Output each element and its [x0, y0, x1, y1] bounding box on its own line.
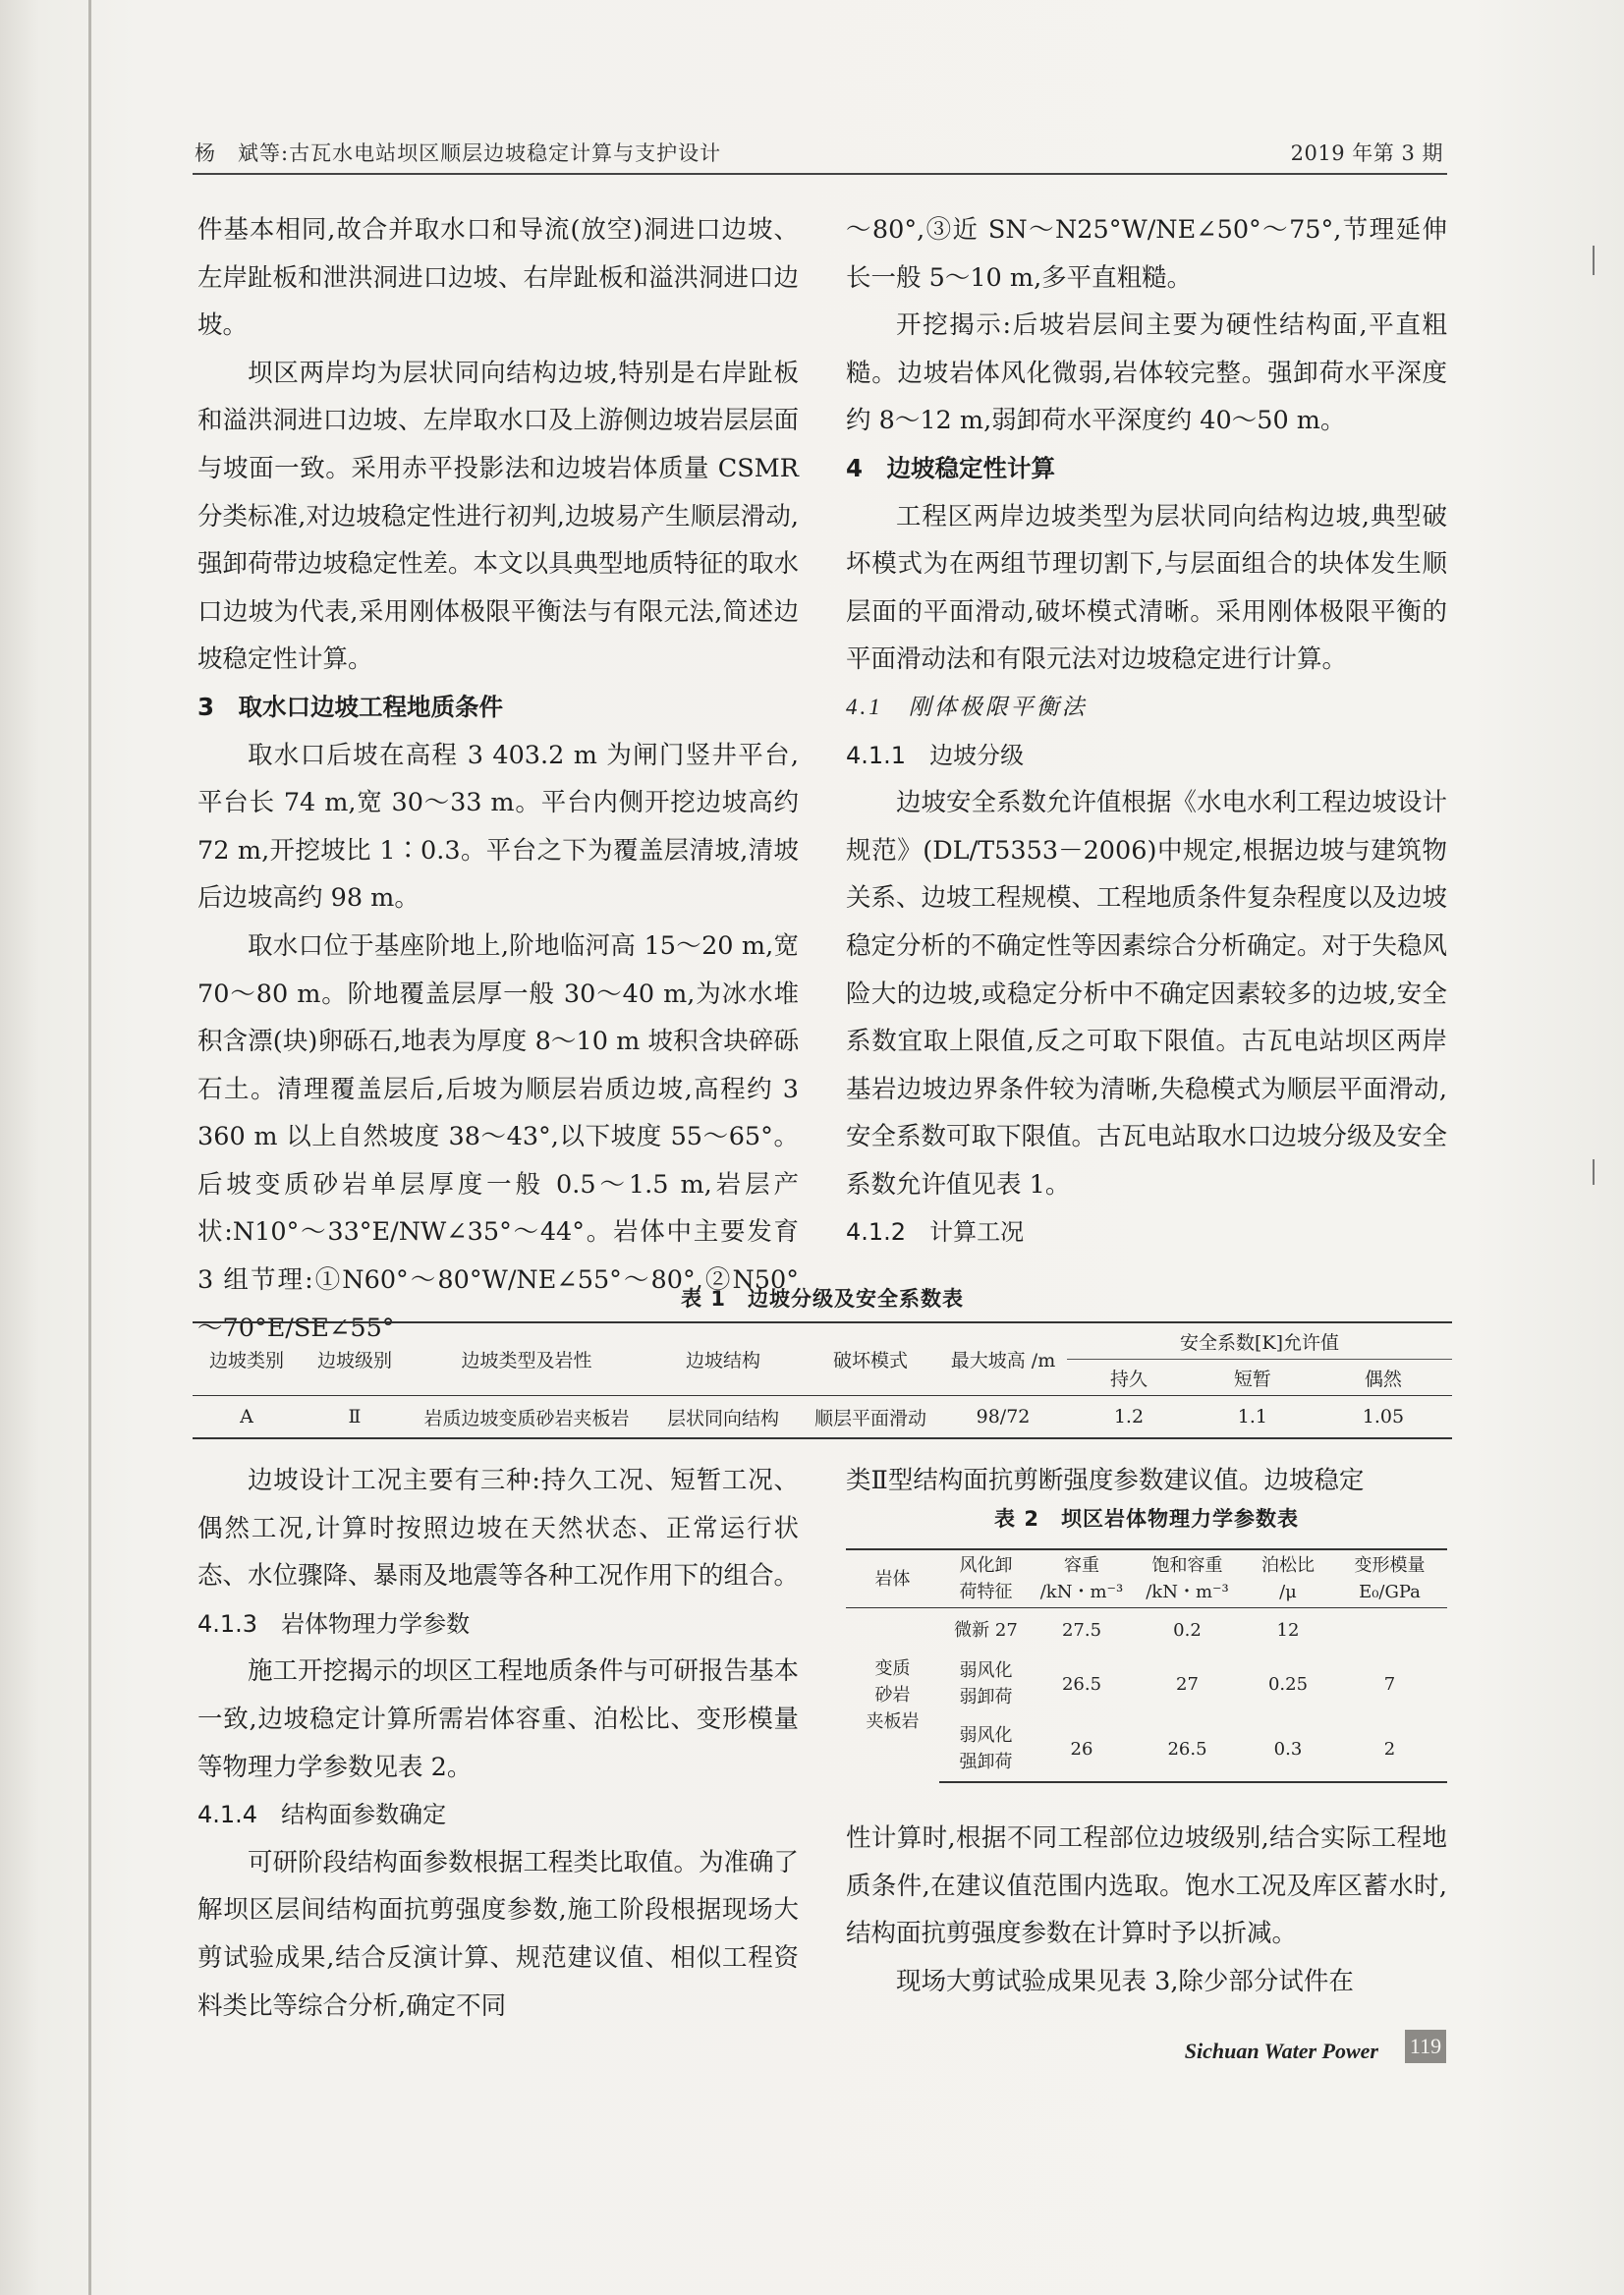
table-cell: 26.5	[1131, 1716, 1244, 1782]
table-header-cell: 短暂	[1191, 1360, 1315, 1396]
header-line: /μ	[1279, 1582, 1297, 1602]
table-header-cell: 最大坡高 /m	[939, 1322, 1067, 1396]
header-line: /kN・m⁻³	[1146, 1582, 1229, 1602]
journal-name: Sichuan Water Power	[1184, 2039, 1378, 2063]
bottom-right-column	[846, 1815, 1447, 2005]
table-header-cell: 边坡级别	[301, 1322, 409, 1396]
paragraph: 性计算时,根据不同工程部位边坡级别,结合实际工程地质条件,在建议值范围内选取。饱水工况及库区蓄水时,结构面抗剪强度参数在计算时予以折减。	[846, 1823, 1447, 1949]
table-header-cell	[1131, 1549, 1244, 1608]
scan-mark	[1593, 1159, 1595, 1185]
cell-line: 强卸荷	[959, 1752, 1013, 1772]
header-line: 变形模量	[1354, 1555, 1426, 1576]
table-cell: 98/72	[939, 1396, 1067, 1439]
paragraph: 取水口位于基座阶地上,阶地临河高 15～20 m,宽 70～80 m。阶地覆盖层厚一般 30～40 m,为冰水堆积含漂(块)卵砾石,地表为厚度 8～10 m 坡积含块碎砾石土。清理覆盖层后,后坡为顺层岩质边坡,高程约 3 360 m 以上自然坡度 38～43°,以下坡度 55～65°。后坡变质砂岩单层厚度一般 0.5～1.5 m,岩层产状:N10°～33°E/NW∠35°～44°。岩体中主要发育 3 组节理:①N60°～80°W/NE∠55°～80°,②N50°～70°E/SE∠55°	[197, 930, 799, 1343]
table-header-cell: 破坏模式	[802, 1322, 939, 1396]
section-heading: 3 取水口边坡工程地质条件	[197, 692, 504, 721]
table-cell: 层状同向结构	[644, 1396, 802, 1439]
table-header-cell: 边坡类别	[193, 1322, 301, 1396]
table-cell: 7	[1383, 1673, 1396, 1695]
table-cell	[1332, 1608, 1447, 1652]
table-cell	[939, 1651, 1033, 1716]
section-heading: 4 边坡稳定性计算	[846, 453, 1056, 482]
right-column	[846, 206, 1447, 1257]
table-cell: 顺层平面滑动	[802, 1396, 939, 1439]
cell-line: 弱风化	[959, 1660, 1013, 1681]
bottom-right-column-top	[846, 1457, 1447, 1505]
header-line: 容重	[1064, 1555, 1099, 1576]
rock-line: 砂岩	[874, 1685, 911, 1706]
page-number: 119	[1405, 2030, 1446, 2063]
paragraph: 可研阶段结构面参数根据工程类比取值。为准确了解坝区层间结构面抗剪强度参数,施工阶段根据现场大剪试验成果,结合反演计算、规范建议值、相似工程资料类比等综合分析,确定不同	[197, 1847, 800, 2021]
table-cell: 27.5	[1061, 1619, 1102, 1641]
table-cell: 12	[1276, 1619, 1300, 1641]
table-cell: 0.2	[1173, 1619, 1202, 1641]
running-head-title: 杨 斌等:古瓦水电站坝区顺层边坡稳定计算与支护设计	[195, 141, 722, 165]
paragraph: 取水口后坡在高程 3 403.2 m 为闸门竖井平台,平台长 74 m,宽 30～33 m。平台内侧开挖边坡高约 72 m,开挖坡比 1∶0.3。平台之下为覆盖层清坡,清坡后边坡高约 98 m。	[197, 740, 799, 914]
table-header-cell	[939, 1549, 1033, 1608]
left-column	[197, 206, 799, 1352]
header-line: 风化卸	[959, 1555, 1013, 1576]
table-cell: 2	[1332, 1716, 1447, 1782]
cell-line: 弱卸荷	[959, 1687, 1013, 1707]
rock-line: 夹板岩	[866, 1711, 920, 1732]
table-cell: 0.3	[1244, 1716, 1332, 1782]
table-cell: 27	[1176, 1673, 1199, 1695]
table-header-cell	[1033, 1549, 1131, 1608]
paragraph: 边坡设计工况主要有三种:持久工况、短暂工况、偶然工况,计算时按照边坡在天然状态、正常运行状态、水位骤降、暴雨及地震等各种工况作用下的组合。	[197, 1466, 800, 1592]
table-header-cell	[1332, 1549, 1447, 1608]
table-cell	[939, 1716, 1033, 1782]
table-header-cell: 偶然	[1315, 1360, 1452, 1396]
scan-edge	[88, 0, 91, 2295]
header-line: 饱和容重	[1151, 1555, 1223, 1576]
table-cell: 1.2	[1067, 1396, 1191, 1439]
paragraph: ～80°,③近 SN～N25°W/NE∠50°～75°,节理延伸长一般 5～10 m,多平直粗糙。	[846, 215, 1447, 293]
table-header-cell: 岩体	[846, 1549, 939, 1608]
paragraph: 类Ⅱ型结构面抗剪断强度参数建议值。边坡稳定	[846, 1466, 1365, 1495]
paragraph: 现场大剪试验成果见表 3,除少部分试件在	[896, 1966, 1354, 1996]
table-cell: 26.5	[1061, 1673, 1102, 1695]
paragraph: 边坡安全系数允许值根据《水电水利工程边坡设计规范》(DL/T5353－2006)中规定,根据边坡与建筑物关系、边坡工程规模、工程地质条件复杂程度以及边坡稳定分析的不确定性等因素综合分析确定。对于失稳风险大的边坡,或稳定分析中不确定因素较多的边坡,安全系数宜取上限值,反之可取下限值。古瓦电站坝区两岸基岩边坡边界条件较为清晰,失稳模式为顺层平面滑动,安全系数可取下限值。古瓦电站取水口边坡分级及安全系数允许值见表 1。	[846, 788, 1448, 1200]
table-header-cell: 安全系数[K]允许值	[1067, 1322, 1452, 1360]
rock-type-cell	[846, 1608, 939, 1783]
subsubsection-heading: 4.1.3 岩体物理力学参数	[197, 1609, 471, 1638]
paragraph: 工程区两岸边坡类型为层状同向结构边坡,典型破坏模式为在两组节理切割下,与层面组合的块体发生顺层面的平面滑动,破坏模式清晰。采用刚体极限平衡的平面滑动法和有限元法对边坡稳定进行计算。	[846, 501, 1447, 675]
paragraph: 施工开挖揭示的坝区工程地质条件与可研报告基本一致,边坡稳定计算所需岩体容重、泊松比、变形模量等物理力学参数见表 2。	[197, 1656, 800, 1782]
rock-line: 变质	[874, 1658, 911, 1679]
table-cell: Ⅱ	[301, 1396, 409, 1439]
table-cell: 0.25	[1267, 1673, 1309, 1695]
header-rule	[193, 173, 1447, 175]
header-line: 泊松比	[1261, 1555, 1315, 1576]
table-cell: 26	[1033, 1716, 1131, 1782]
paragraph: 坝区两岸均为层状同向结构边坡,特别是右岸趾板和溢洪洞进口边坡、左岸取水口及上游侧边坡岩层层面与坡面一致。采用赤平投影法和边坡岩体质量 CSMR 分类标准,对边坡稳定性进行初判,边坡易产生顺层滑动,强卸荷带边坡稳定性差。本文以具典型地质特征的取水口边坡为代表,采用刚体极限平衡法与有限元法,简述边坡稳定性计算。	[197, 358, 800, 675]
table-cell: A	[193, 1396, 301, 1439]
table2	[846, 1548, 1447, 1783]
header-line: /kN・m⁻³	[1039, 1582, 1124, 1602]
subsubsection-heading: 4.1.4 结构面参数确定	[197, 1801, 447, 1829]
header-line: E₀/GPa	[1359, 1582, 1421, 1602]
table-cell: 1.1	[1191, 1396, 1315, 1439]
table1-caption: 表 1 边坡分级及安全系数表	[681, 1287, 964, 1311]
paragraph: 件基本相同,故合并取水口和导流(放空)洞进口边坡、左岸趾板和泄洪洞进口边坡、右岸趾板和溢洪洞进口边坡。	[197, 215, 800, 341]
bottom-left-column	[197, 1457, 799, 2030]
table-header-cell: 持久	[1067, 1360, 1191, 1396]
table-header-cell: 边坡类型及岩性	[409, 1322, 644, 1396]
subsection-heading: 4.1 刚体极限平衡法	[846, 694, 1088, 719]
scan-mark	[1593, 246, 1595, 275]
running-head-issue: 2019 年第 3 期	[1290, 141, 1443, 165]
table-cell: 1.05	[1315, 1396, 1452, 1439]
table-cell: 微新 27	[954, 1619, 1018, 1641]
table2-caption: 表 2 坝区岩体物理力学参数表	[994, 1507, 1299, 1531]
subsubsection-heading: 4.1.2 计算工况	[846, 1218, 1025, 1247]
subsubsection-heading: 4.1.1 边坡分级	[846, 741, 1025, 769]
table-header-cell	[1244, 1549, 1332, 1608]
cell-line: 弱风化	[959, 1725, 1013, 1746]
header-line: 荷特征	[959, 1582, 1013, 1602]
table-cell: 岩质边坡变质砂岩夹板岩	[409, 1396, 644, 1439]
table1	[193, 1321, 1452, 1439]
paragraph: 开挖揭示:后坡岩层间主要为硬性结构面,平直粗糙。边坡岩体风化微弱,岩体较完整。强卸荷水平深度约 8～12 m,弱卸荷水平深度约 40～50 m。	[846, 310, 1447, 436]
table-header-cell: 边坡结构	[644, 1322, 802, 1396]
